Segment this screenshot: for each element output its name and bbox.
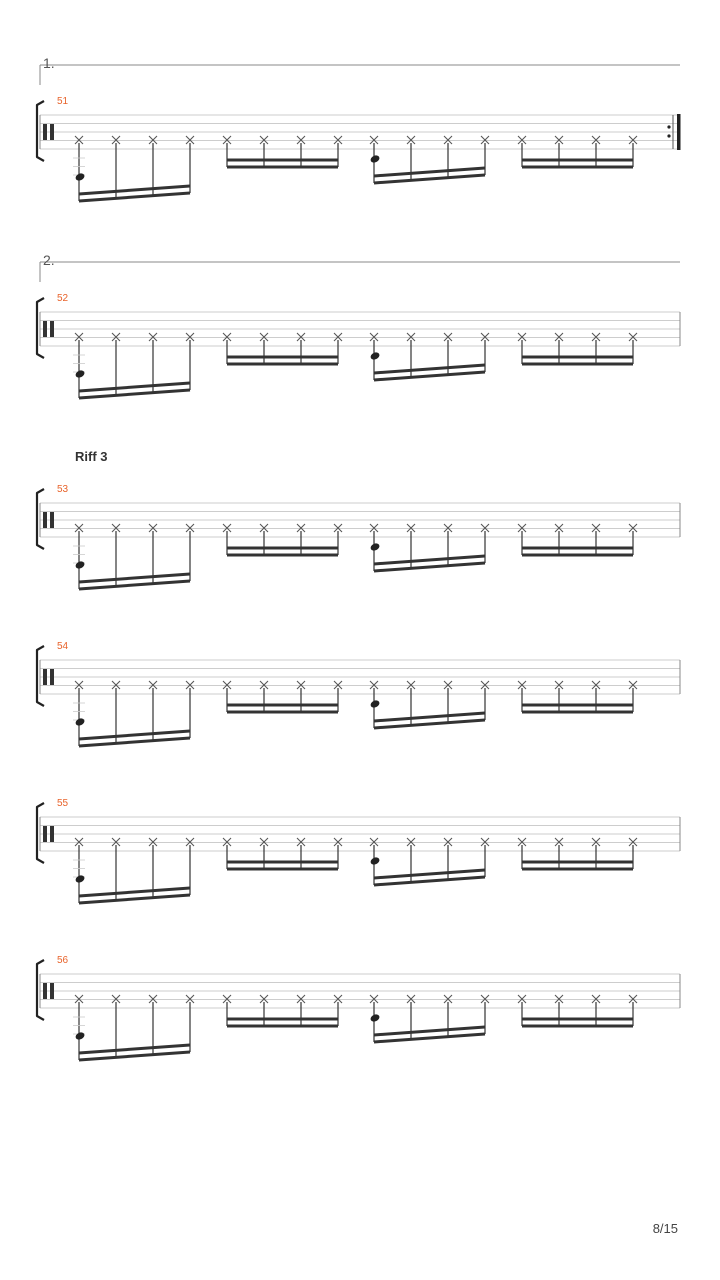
hihat-notehead xyxy=(481,681,489,689)
hihat-notehead xyxy=(112,838,120,846)
measure-51 xyxy=(37,55,681,201)
hihat-notehead xyxy=(481,136,489,144)
measure-54 xyxy=(37,641,680,746)
hihat-notehead xyxy=(75,681,83,689)
hihat-notehead xyxy=(223,838,231,846)
hihat-notehead xyxy=(407,681,415,689)
hihat-notehead xyxy=(112,995,120,1003)
hihat-notehead xyxy=(444,838,452,846)
hihat-notehead xyxy=(186,136,194,144)
kick-notehead xyxy=(74,560,85,570)
measure-53 xyxy=(37,449,680,589)
hihat-notehead xyxy=(186,838,194,846)
beamed-group xyxy=(522,531,633,555)
hihat-notehead xyxy=(444,136,452,144)
beamed-group xyxy=(73,688,190,746)
beamed-group xyxy=(227,845,338,869)
percussion-clef-bar xyxy=(43,124,47,140)
hihat-notehead xyxy=(297,681,305,689)
hihat-notehead xyxy=(297,136,305,144)
hihat-notehead xyxy=(407,838,415,846)
hihat-notehead xyxy=(629,681,637,689)
kick-notehead xyxy=(369,699,380,709)
hihat-notehead xyxy=(629,524,637,532)
beamed-group xyxy=(73,1002,190,1060)
hihat-notehead xyxy=(629,995,637,1003)
hihat-notehead xyxy=(112,681,120,689)
hihat-notehead xyxy=(260,136,268,144)
beamed-group xyxy=(73,340,190,398)
beamed-group xyxy=(522,143,633,167)
hihat-notehead xyxy=(186,524,194,532)
percussion-clef-bar xyxy=(43,512,47,528)
percussion-clef-bar xyxy=(50,124,54,140)
hihat-notehead xyxy=(444,333,452,341)
beamed-group xyxy=(522,340,633,364)
hihat-notehead xyxy=(370,136,378,144)
kick-notehead xyxy=(74,1031,85,1041)
beamed-group xyxy=(227,688,338,712)
hihat-notehead xyxy=(112,333,120,341)
hihat-notehead xyxy=(407,136,415,144)
hihat-notehead xyxy=(334,681,342,689)
hihat-notehead xyxy=(223,333,231,341)
repeat-dot xyxy=(667,125,670,128)
hihat-notehead xyxy=(407,524,415,532)
hihat-notehead xyxy=(444,681,452,689)
hihat-notehead xyxy=(592,136,600,144)
percussion-clef-bar xyxy=(43,826,47,842)
hihat-notehead xyxy=(481,995,489,1003)
hihat-notehead xyxy=(112,524,120,532)
hihat-notehead xyxy=(518,681,526,689)
hihat-notehead xyxy=(75,995,83,1003)
hihat-notehead xyxy=(518,995,526,1003)
hihat-notehead xyxy=(555,995,563,1003)
hihat-notehead xyxy=(297,838,305,846)
hihat-notehead xyxy=(75,333,83,341)
hihat-notehead xyxy=(518,333,526,341)
hihat-notehead xyxy=(370,838,378,846)
volta-label: 1. xyxy=(43,55,55,71)
hihat-notehead xyxy=(629,136,637,144)
hihat-notehead xyxy=(223,995,231,1003)
kick-notehead xyxy=(74,172,85,182)
kick-notehead xyxy=(369,542,380,552)
hihat-notehead xyxy=(334,995,342,1003)
beamed-group xyxy=(522,845,633,869)
hihat-notehead xyxy=(518,136,526,144)
measure-number: 54 xyxy=(57,641,69,652)
beamed-group xyxy=(73,531,190,589)
beamed-group xyxy=(73,845,190,903)
kick-notehead xyxy=(74,717,85,727)
percussion-clef-bar xyxy=(50,321,54,337)
kick-notehead xyxy=(369,1013,380,1023)
hihat-notehead xyxy=(592,524,600,532)
percussion-clef-bar xyxy=(50,512,54,528)
beamed-group xyxy=(227,1002,338,1026)
beamed-group xyxy=(73,143,190,201)
measure-number: 51 xyxy=(57,96,69,107)
hihat-notehead xyxy=(186,333,194,341)
hihat-notehead xyxy=(149,838,157,846)
hihat-notehead xyxy=(297,995,305,1003)
hihat-notehead xyxy=(629,838,637,846)
hihat-notehead xyxy=(297,333,305,341)
hihat-notehead xyxy=(444,524,452,532)
hihat-notehead xyxy=(334,136,342,144)
hihat-notehead xyxy=(334,838,342,846)
hihat-notehead xyxy=(260,333,268,341)
hihat-notehead xyxy=(481,333,489,341)
hihat-notehead xyxy=(334,524,342,532)
measure-number: 56 xyxy=(57,955,69,966)
hihat-notehead xyxy=(149,333,157,341)
kick-notehead xyxy=(74,874,85,884)
hihat-notehead xyxy=(592,838,600,846)
hihat-notehead xyxy=(75,136,83,144)
hihat-notehead xyxy=(555,333,563,341)
hihat-notehead xyxy=(75,838,83,846)
hihat-notehead xyxy=(334,333,342,341)
hihat-notehead xyxy=(555,524,563,532)
hihat-notehead xyxy=(518,524,526,532)
beamed-group xyxy=(522,688,633,712)
hihat-notehead xyxy=(75,524,83,532)
percussion-clef-bar xyxy=(43,669,47,685)
hihat-notehead xyxy=(481,524,489,532)
hihat-notehead xyxy=(186,995,194,1003)
hihat-notehead xyxy=(260,681,268,689)
hihat-notehead xyxy=(149,681,157,689)
measure-number: 52 xyxy=(57,293,69,304)
kick-notehead xyxy=(369,351,380,361)
hihat-notehead xyxy=(518,838,526,846)
measure-56 xyxy=(37,955,680,1060)
kick-notehead xyxy=(74,369,85,379)
hihat-notehead xyxy=(260,524,268,532)
volta-label: 2. xyxy=(43,252,55,268)
hihat-notehead xyxy=(223,524,231,532)
percussion-clef-bar xyxy=(50,826,54,842)
kick-notehead xyxy=(369,856,380,866)
hihat-notehead xyxy=(149,136,157,144)
section-label: Riff 3 xyxy=(75,449,108,464)
hihat-notehead xyxy=(481,838,489,846)
kick-notehead xyxy=(369,154,380,164)
hihat-notehead xyxy=(555,136,563,144)
hihat-notehead xyxy=(149,995,157,1003)
hihat-notehead xyxy=(407,333,415,341)
percussion-clef-bar xyxy=(50,983,54,999)
measure-number: 53 xyxy=(57,484,69,495)
measure-number: 55 xyxy=(57,798,69,809)
hihat-notehead xyxy=(407,995,415,1003)
page-number: 8/15 xyxy=(652,1221,678,1236)
hihat-notehead xyxy=(186,681,194,689)
hihat-notehead xyxy=(223,136,231,144)
repeat-barline-thick xyxy=(677,114,681,150)
hihat-notehead xyxy=(112,136,120,144)
hihat-notehead xyxy=(555,681,563,689)
hihat-notehead xyxy=(592,995,600,1003)
percussion-clef-bar xyxy=(50,669,54,685)
hihat-notehead xyxy=(370,333,378,341)
hihat-notehead xyxy=(629,333,637,341)
measure-55 xyxy=(37,798,680,903)
beamed-group xyxy=(227,340,338,364)
percussion-clef-bar xyxy=(43,983,47,999)
repeat-dot xyxy=(667,134,670,137)
hihat-notehead xyxy=(297,524,305,532)
hihat-notehead xyxy=(370,681,378,689)
hihat-notehead xyxy=(555,838,563,846)
beamed-group xyxy=(227,143,338,167)
percussion-clef-bar xyxy=(43,321,47,337)
beamed-group xyxy=(522,1002,633,1026)
measure-52 xyxy=(37,252,680,398)
hihat-notehead xyxy=(149,524,157,532)
hihat-notehead xyxy=(444,995,452,1003)
hihat-notehead xyxy=(260,995,268,1003)
hihat-notehead xyxy=(370,995,378,1003)
hihat-notehead xyxy=(223,681,231,689)
hihat-notehead xyxy=(370,524,378,532)
hihat-notehead xyxy=(592,681,600,689)
hihat-notehead xyxy=(260,838,268,846)
beamed-group xyxy=(227,531,338,555)
hihat-notehead xyxy=(592,333,600,341)
